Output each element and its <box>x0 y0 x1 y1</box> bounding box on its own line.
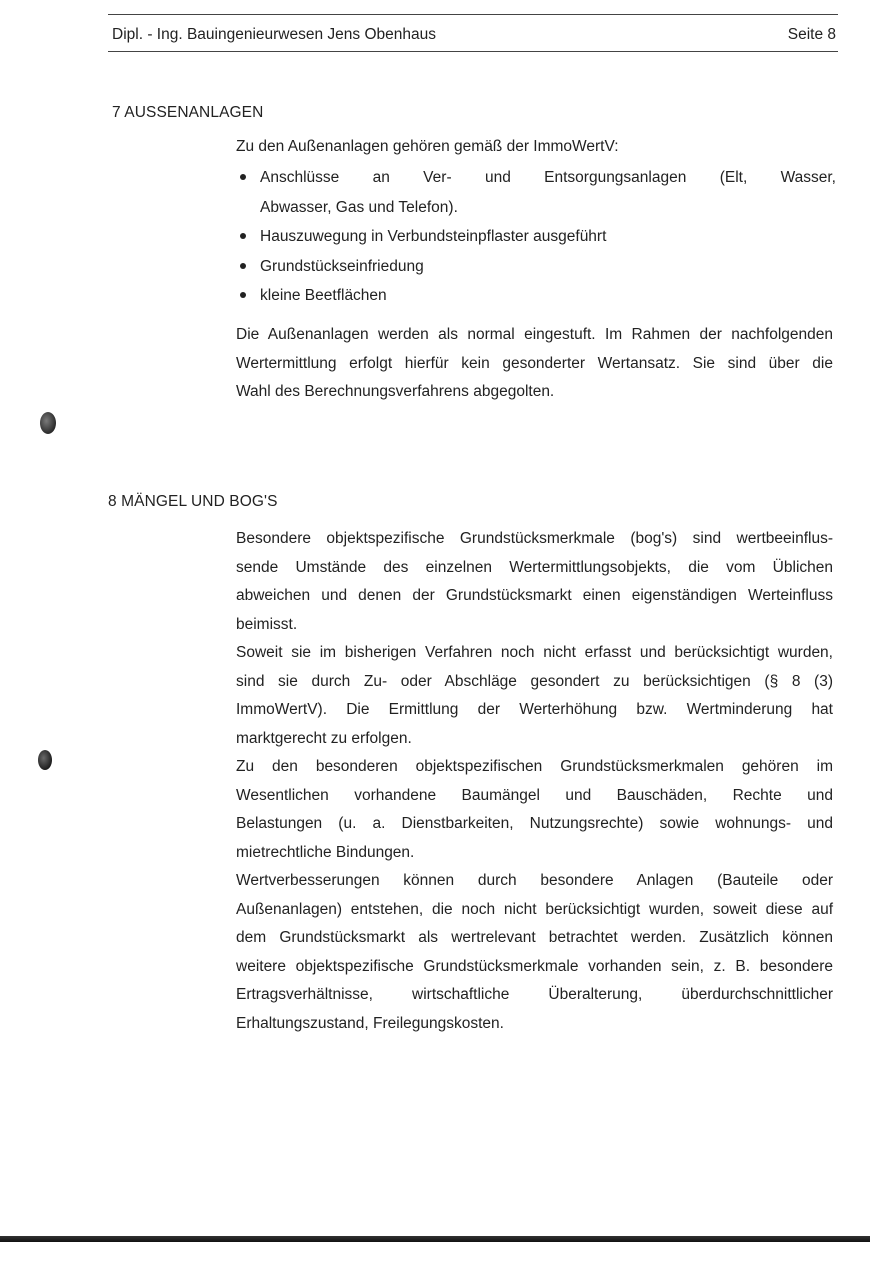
section-8-paragraph-4 <box>236 867 833 1038</box>
section-7-intro: Zu den Außenanlagen gehören gemäß der ImmoWertV: <box>236 138 619 155</box>
header-title: Dipl. - Ing. Bauingenieurwesen Jens Obenhaus <box>112 26 436 43</box>
text-line: Wesentlichen vorhandene Baumängel und Bauschäden, Rechte und <box>236 786 833 804</box>
text-line: Zu den besonderen objektspezifischen Grundstücksmerkmalen gehören im <box>236 758 833 775</box>
section-7-closing-paragraph <box>236 321 833 407</box>
text-line: dem Grundstücksmarkt als wertrelevant betrachtet werden. Zusätzlich können <box>236 929 833 946</box>
list-item <box>236 252 836 282</box>
list-item-text: Grundstückseinfriedung <box>260 257 424 275</box>
list-item <box>236 281 836 311</box>
text-line: Erhaltungszustand, Freilegungskosten. <box>236 1014 504 1032</box>
list-item <box>236 222 836 252</box>
punch-hole-mark <box>40 412 56 434</box>
list-item-text: kleine Beetflächen <box>260 287 387 304</box>
bullet-icon <box>240 292 246 298</box>
section-8-heading: 8 MÄNGEL UND BOG'S <box>108 493 278 510</box>
text-line: sind sie durch Zu- oder Abschläge gesondert zu berücksichtigen (§ 8 (3) <box>236 672 833 690</box>
section-8-paragraph-2 <box>236 639 833 753</box>
text-line: Wahl des Berechnungsverfahrens abgegolten. <box>236 383 555 400</box>
section-8-paragraph-1 <box>236 525 833 639</box>
text-line: Besondere objektspezifische Grundstücksmerkmale (bog's) sind wertbeeinflus- <box>236 530 833 547</box>
bullet-icon <box>240 233 246 239</box>
text-line: sende Umstände des einzelnen Wertermittlungsobjekts, die vom Üblichen <box>236 558 833 576</box>
text-line: Außenanlagen) entstehen, die noch nicht berücksichtigt wurden, soweit diese auf <box>236 900 833 918</box>
text-line: ImmoWertV). Die Ermittlung der Werterhöhung bzw. Wertminderung hat <box>236 701 833 718</box>
list-item-text: Anschlüsse an Ver- und Entsorgungsanlagen (Elt, Wasser, <box>260 169 836 186</box>
text-line: Wertverbesserungen können durch besondere Anlagen (Bauteile oder <box>236 872 833 889</box>
section-7-heading: 7 AUSSENANLAGEN <box>112 104 264 121</box>
list-item <box>236 163 836 222</box>
text-line: Belastungen (u. a. Dienstbarkeiten, Nutzungsrechte) sowie wohnungs- und <box>236 815 833 832</box>
section-8-paragraph-3 <box>236 753 833 867</box>
text-line: weitere objektspezifische Grundstücksmerkmale vorhanden sein, z. B. besondere <box>236 957 833 975</box>
text-line: Wertermittlung erfolgt hierfür kein gesonderter Wertansatz. Sie sind über die <box>236 354 833 372</box>
list-item-text: Abwasser, Gas und Telefon). <box>260 198 458 216</box>
text-line: Ertragsverhältnisse, wirtschaftliche Überalterung, überdurchschnittlicher <box>236 986 833 1003</box>
text-line: marktgerecht zu erfolgen. <box>236 729 412 747</box>
text-line: abweichen und denen der Grundstücksmarkt einen eigenständigen Werteinfluss <box>236 587 833 604</box>
text-line: mietrechtliche Bindungen. <box>236 843 415 861</box>
header-rule-bottom <box>108 51 838 52</box>
page-number: Seite 8 <box>787 26 836 43</box>
scan-bottom-edge <box>0 1236 870 1242</box>
text-line: Die Außenanlagen werden als normal eingestuft. Im Rahmen der nachfolgenden <box>236 326 833 343</box>
punch-hole-mark <box>38 750 52 770</box>
bullet-icon <box>240 174 246 180</box>
header-rule-top <box>108 14 838 15</box>
bullet-icon <box>240 263 246 269</box>
text-line: Soweit sie im bisherigen Verfahren noch nicht erfasst und berücksichtigt wurden, <box>236 644 833 661</box>
section-7-bullet-list <box>236 163 836 311</box>
list-item-text: Hauszuwegung in Verbundsteinpflaster ausgeführt <box>260 228 607 245</box>
text-line: beimisst. <box>236 615 298 633</box>
